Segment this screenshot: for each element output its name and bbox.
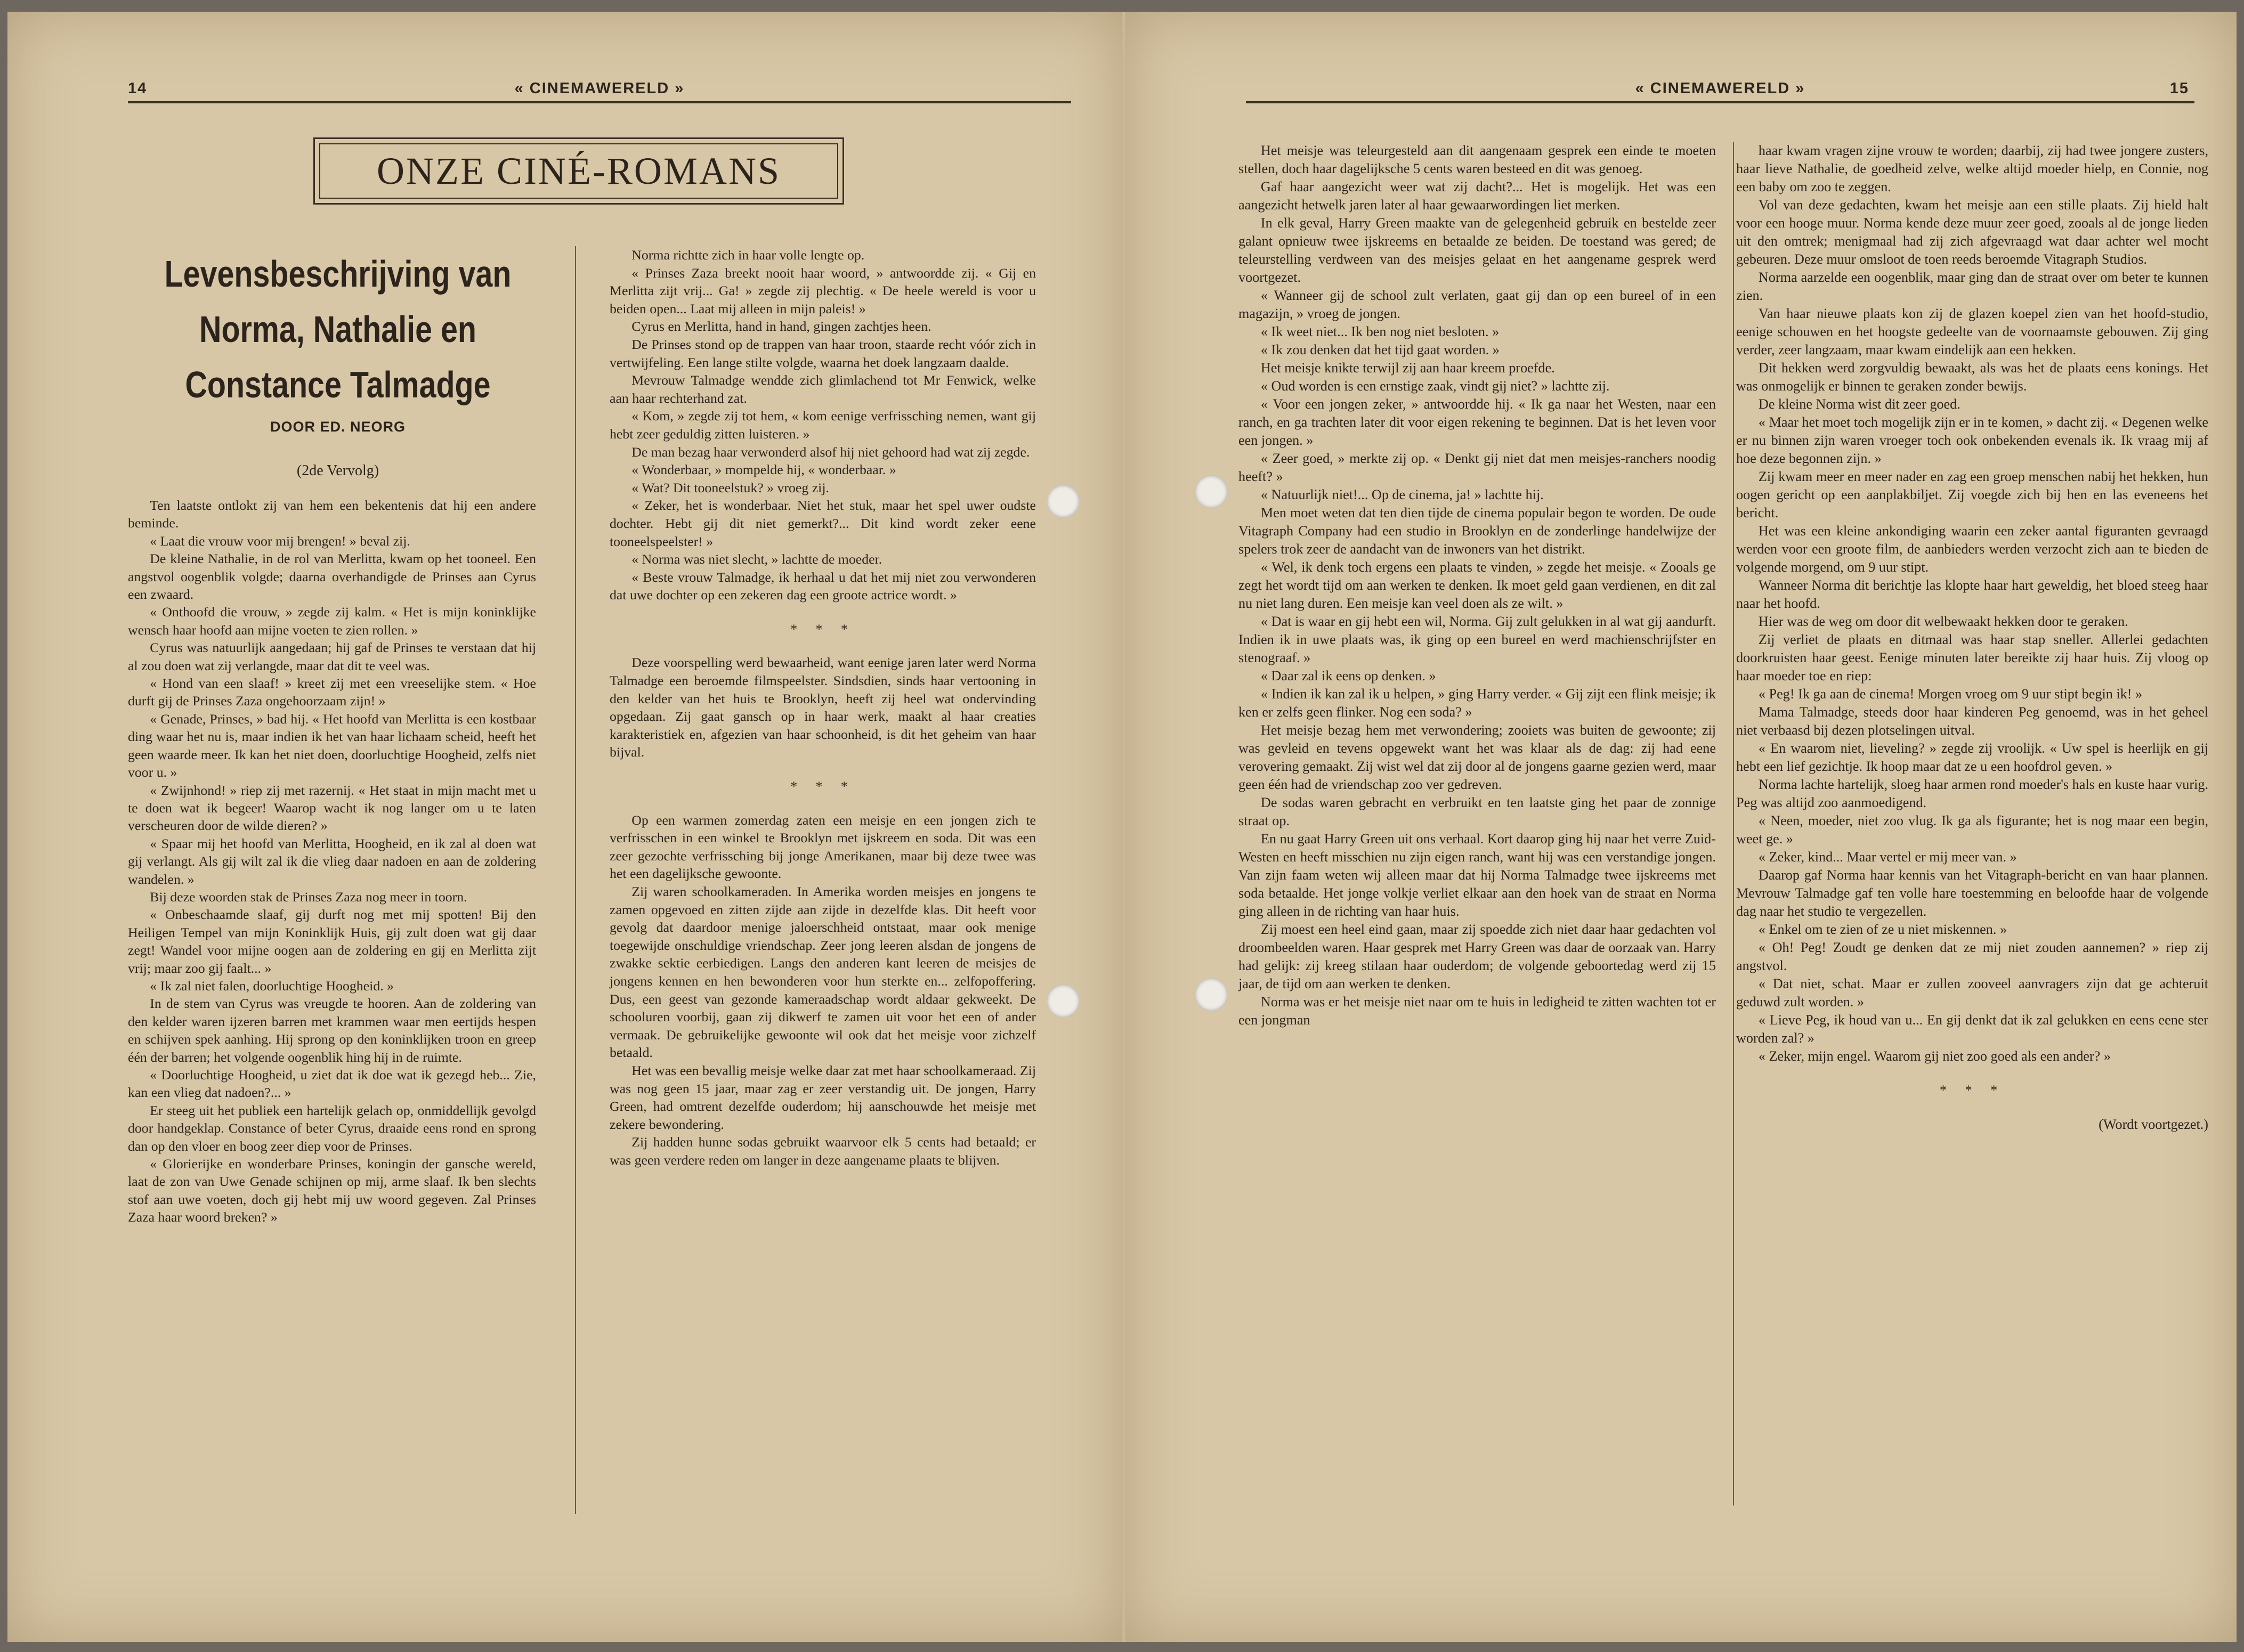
installment-label: (2de Vervolg) [296, 462, 379, 479]
story-title-line: Levensbeschrijving van [164, 253, 512, 295]
byline: DOOR ED. NEORG [270, 419, 406, 435]
paragraph: Hier was de weg om door dit welbewaakt hekken door te geraken. [1758, 614, 2128, 629]
right-column-2 [1736, 142, 2208, 1134]
paragraph: « Hond van een slaaf! » kreet zij met een vreeselijke stem. « Hoe durft gij de Prinses Zaza ongehoorzaam zijn! » [128, 676, 536, 709]
paragraph: Mevrouw Talmadge wendde zich glimlachend tot Mr Fenwick, welke aan haar rechterhand zat. [610, 372, 1036, 406]
paragraph: Daarop gaf Norma haar kennis van het Vitagraph-bericht en van haar plannen. Mevrouw Talmadge gaf ten volle hare toestemming en beloofde haar de volgende dag naar het studio te vergezellen. [1736, 867, 2208, 919]
paragraph: « Ik weet niet... Ik ben nog niet besloten. » [1260, 324, 1500, 339]
paragraph: « Zeer goed, » merkte zij op. « Denkt gij niet dat men meisjes-ranchers noodig heeft? » [1238, 451, 1716, 484]
paragraph: « Onthoofd die vrouw, » zegde zij kalm. « Het is mijn koninklijke wensch haar hoofd aan mijne voeten te zien rollen. » [128, 604, 536, 638]
paragraph: Zij waren schoolkameraden. In Amerika worden meisjes en jongens te zamen opgevoed en zitten zijde aan zijde in dezelfde klas. Dit heeft voor gevolg dat daardoor menige jaloerschheid ontstaat, maar ook menige toegewijde onschuldige vriendschap. Zeer jong leeren alsdan de jongens de zwakke sektie eerbiedigen. Langs den anderen kant leeren de meisjes de jongens kennen en hen bewonderen voor hun sterkte en... zelfopoffering. Dus, een geest van gezonde kameraadschap wordt aldaar gekweekt. De schooluren voorbij, gaan zij dikwerf te zamen uit voor het een of ander vermaak. De gebruikelijke gewoonte wil ook dat het meisje voor zichzelf betaald. [610, 884, 1036, 1061]
paragraph: Er steeg uit het publiek een hartelijk gelach op, onmiddellijk gevolgd door handgeklap. Constance of beter Cyrus, draaide eens rond en sprong dan op den vloer en boog zeer diep voor de Prinses. [128, 1102, 536, 1154]
column-divider [575, 246, 576, 1514]
masthead: « CINEMAWERELD » [514, 80, 685, 97]
paragraph: « Dat niet, schat. Maar er zullen zooveel aanvragers zijn dat ge achteruit geduwd zult worden. » [1736, 976, 2208, 1010]
page-number: 14 [128, 80, 148, 97]
paragraph: In de stem van Cyrus was vreugde te hooren. Aan de zoldering van den kelder waren ijzeren barren met krammen waar men eertijds hespen en schijven spek aanhing. Hij sprong op den koninklijken troon en greep één der barren; het volgende oogenblik hing hij in de ruimte. [128, 996, 536, 1065]
paragraph: « Doorluchtige Hoogheid, u ziet dat ik doe wat ik gezegd heb... Zie, kan een vlieg dat nadoen?... » [128, 1067, 536, 1101]
right-column-1 [1238, 142, 1716, 1029]
punch-hole [1047, 485, 1080, 518]
paragraph: haar kwam vragen zijne vrouw te worden; daarbij, zij had twee jongere zusters, haar lieve Nathalie, de goedheid zelve, welke altijd moeder hielp, en Connie, nog een baby om zoo te zeggen. [1736, 143, 2208, 194]
paragraph: Mama Talmadge, steeds door haar kinderen Peg genoemd, was in het geheel niet verbaasd bij dezen plotselingen uitval. [1736, 704, 2208, 738]
paragraph: « Maar het moet toch mogelijk zijn er in te komen, » dacht zij. « Degenen welke er nu binnen zijn waren vroeger toch ook onbekenden evenals ik. Ik vraag mij af hoe deze begonnen zijn. » [1736, 414, 2208, 466]
paragraph: Wanneer Norma dit berichtje las klopte haar hart geweldig, het bloed steeg haar naar het hoofd. [1736, 577, 2208, 611]
section-title: ONZE CINÉ-ROMANS [377, 149, 781, 192]
paragraph: Norma was er het meisje niet naar om te huis in ledigheid te zitten wachten tot er een jongman [1238, 994, 1716, 1028]
paragraph: « Wanneer gij de school zult verlaten, gaat gij dan op een bureel of in een magazijn, » vroeg de jongen. [1238, 288, 1716, 321]
paragraph: Deze voorspelling werd bewaarheid, want eenige jaren later werd Norma Talmadge een beroemde filmspeelster. Sindsdien, sinds haar vertooning in den kelder van het huis te Brooklyn, heeft zij heel wat ondervinding opgedaan. Zij gaat gansch op in haar werk, maakt al haar creaties karakteristiek en, afgezien van haar schoonheid, is dit het geheim van haar bijval. [610, 655, 1036, 760]
paragraph: « Zwijnhond! » riep zij met razernij. « Het staat in mijn macht met u te doen wat ik begeer! Waarop wacht ik nog langer om u te laten verscheuren door de wilde dieren? » [128, 782, 536, 834]
paragraph: « Peg! Ik ga aan de cinema! Morgen vroeg om 9 uur stipt begin ik! » [1758, 686, 2143, 702]
paragraph: « Zeker, het is wonderbaar. Niet het stuk, maar het spel uwer oudste dochter. Hebt gij dit niet gemerkt?... Dit kind wordt zeker eene tooneelspeelster! » [610, 498, 1036, 549]
section-separator: * * * [1939, 1083, 2005, 1098]
paragraph: De kleine Nathalie, in de rol van Merlitta, kwam op het tooneel. Een angstvol oogenblik volgde; daarna overhandigde de Prinses aan Cyrus een zwaard. [128, 551, 536, 603]
punch-hole [1195, 475, 1228, 508]
paragraph: « Indien ik kan zal ik u helpen, » ging Harry verder. « Gij zijt een flink meisje; ik ken er zelfs geen flinker. Nog een soda? » [1238, 686, 1716, 720]
paragraph: Het meisje bezag hem met verwondering; zooiets was buiten de gewoonte; zij was gevleid en tevens opgewekt want het was klaar als de dag: zij had eene verovering gemaakt. Zij wist wel dat zij door al de jongens gaarne gezien werd, maar geen één had de vriendschap zoo ver gedreven. [1238, 722, 1716, 792]
paragraph: « Daar zal ik eens op denken. » [1260, 668, 1436, 683]
left-page-header [128, 80, 1071, 103]
paragraph: « Wonderbaar, » mompelde hij, « wonderbaar. » [631, 462, 896, 478]
paragraph: « Ik zou denken dat het tijd gaat worden. » [1260, 342, 1500, 357]
paragraph: « Genade, Prinses, » bad hij. « Het hoofd van Merlitta is een kostbaar ding waar het nu is, maar indien ik het van haar lichaam scheid, heeft het geen waarde meer. Ik kan het niet doen, doorluchtige Hoogheid, zelfs niet voor u. » [128, 711, 536, 780]
section-separator: * * * [790, 621, 855, 637]
paragraph: « Onbeschaamde slaaf, gij durft nog met mij spotten! Bij den Heiligen Tempel van mijn Koninklijk Huis, gij zult doen wat gij daar zegt! Wandel voor mijne oogen aan de zoldering en gij en Merlitta zijt vrij; maar zoo gij faalt... » [128, 907, 536, 976]
paragraph: Op een warmen zomerdag zaten een meisje en een jongen zich te verfrisschen in een winkel te Brooklyn met ijskreem en soda. Dit was een zeer gezochte verfrissching bij jonge Amerikanen, maar bij deze twee was het een dagelijksche gewoonte. [610, 812, 1036, 882]
paragraph: Gaf haar aangezicht weer wat zij dacht?... Het is mogelijk. Het was een aangezicht hetwelk jaren later al haar gewaarwordingen liet merken. [1238, 179, 1716, 213]
left-column-2 [610, 246, 1036, 1169]
paragraph: Bij deze woorden stak de Prinses Zaza nog meer in toorn. [150, 889, 467, 905]
paragraph: « Natuurlijk niet!... Op de cinema, ja! » lachtte hij. [1260, 487, 1544, 502]
paragraph: « Enkel om te zien of ze u niet miskennen. » [1758, 922, 2007, 937]
to-be-continued: (Wordt voortgezet.) [2099, 1117, 2208, 1132]
paragraph: « Norma was niet slecht, » lachtte de moeder. [631, 551, 882, 567]
paragraph: In elk geval, Harry Green maakte van de gelegenheid gebruik en bestelde zeer galant opnieuw twee ijskreems en betaalde ze beiden. De toestand was gered; de teleurstelling verdween van des meisjes gelaat en het aangename gesprek werd voortgezet. [1238, 215, 1716, 285]
paragraph: De kleine Norma wist dit zeer goed. [1758, 396, 1961, 412]
paragraph: « Spaar mij het hoofd van Merlitta, Hoogheid, en ik zal al doen wat gij verlangt. Als gij wilt zal ik die vlieg daar nadoen en aan de zoldering wandelen. » [128, 835, 536, 887]
paragraph: « Zeker, mijn engel. Waarom gij niet zoo goed als een ander? » [1758, 1048, 2111, 1064]
paragraph: « Laat die vrouw voor mij brengen! » beval zij. [150, 533, 410, 549]
paragraph: Zij moest een heel eind gaan, maar zij spoedde zich niet daar haar gedachten vol droombeelden waren. Haar gesprek met Harry Green was daar de oorzaak van. Harry had gelijk: zij kreeg stilaan haar ouderdom; de volgende geboortedag werd zij 15 jaar, de tijd om aan werken te denken. [1238, 922, 1716, 991]
paragraph: « Dat is waar en gij hebt een wil, Norma. Gij zult gelukken in al wat gij aandurft. Indien ik in uwe plaats was, ik ging op een bureel en werd machienschrijfster en stenograaf. » [1238, 614, 1716, 665]
paragraph: Zij kwam meer en meer nader en zag een groep menschen nabij het hekken, hun oogen gericht op een aanplakbiljet. Zij voegde zich bij hen en las eveneens het bericht. [1736, 469, 2208, 520]
paragraph: « Ik zal niet falen, doorluchtige Hoogheid. » [150, 978, 394, 994]
paragraph: Zij hadden hunne sodas gebruikt waarvoor elk 5 cents had betaald; er was geen verdere reden om langer in deze aangename plaats te blijven. [610, 1134, 1036, 1168]
paragraph: « En waarom niet, lieveling? » zegde zij vroolijk. « Uw spel is heerlijk en gij hebt een lief gezichtje. Ik hoop maar dat ze u een hoofdrol geven. » [1736, 740, 2208, 774]
paragraph: Norma richtte zich in haar volle lengte op. [631, 247, 865, 263]
paragraph: Norma lachte hartelijk, sloeg haar armen rond moeder's hals en kuste haar vurig. Peg was altijd zoo aanmoedigend. [1736, 777, 2208, 810]
story-title [145, 246, 530, 412]
paragraph: Zij verliet de plaats en ditmaal was haar stap sneller. Allerlei gedachten doorkruisten haar geest. Eenige minuten later bereikte zij haar huis. Zij vloog op haar moeder toe en riep: [1736, 632, 2208, 683]
paragraph: « Zeker, kind... Maar vertel er mij meer van. » [1758, 849, 2017, 865]
paragraph: « Glorierijke en wonderbare Prinses, koningin der gansche wereld, laat de zon van Uwe Genade schijnen op mij, arme slaaf. Ik ben slechts stof aan uwe voeten, doch gij hebt mij uw woord gegeven. Zal Prinses Zaza haar woord breken? » [128, 1156, 536, 1225]
paragraph: En nu gaat Harry Green uit ons verhaal. Kort daarop ging hij naar het verre Zuid-Westen en heeft misschien nu zijn eigen ranch, want hij was een verstandige jongen. Van zijn faam weten wij alleen maar dat hij Norma Talmadge twee ijskreems met soda betaalde. Het jonge volkje verliet elkaar aan den hoek van de straat en Norma ging alleen in de richting van haar huis. [1238, 831, 1716, 919]
paragraph: « Oh! Peg! Zoudt ge denken dat ze mij niet zouden aannemen? » riep zij angstvol. [1736, 940, 2208, 973]
paragraph: De man bezag haar verwonderd alsof hij niet gehoord had wat zij zegde. [631, 444, 1030, 460]
right-page-header [1246, 80, 2194, 103]
paragraph: « Beste vrouw Talmadge, ik herhaal u dat het mij niet zou verwonderen dat uwe dochter op een zekeren dag een groote actrice wordt. » [610, 569, 1036, 603]
punch-hole [1195, 978, 1228, 1011]
paragraph: « Wat? Dit tooneelstuk? » vroeg zij. [631, 479, 829, 495]
paragraph: « Voor een jongen zeker, » antwoordde hij. « Ik ga naar het Westen, naar een ranch, en ga trachten later dit voor eigen rekening te beginnen. Dat is het leven voor een jongen. » [1238, 396, 1716, 448]
paragraph: Het meisje was teleurgesteld aan dit aangenaam gesprek een einde te moeten stellen, doch haar dagelijksche 5 cents waren besteed en dit was genoeg. [1238, 143, 1716, 176]
section-title-box [313, 137, 844, 205]
right-page [1125, 12, 2237, 1642]
masthead: « CINEMAWERELD » [1635, 80, 1805, 97]
paragraph: Het meisje knikte terwijl zij aan haar kreem proefde. [1260, 360, 1555, 376]
paragraph: Norma aarzelde een oogenblik, maar ging dan de straat over om beter te kunnen zien. [1736, 270, 2208, 303]
paragraph: Cyrus was natuurlijk aangedaan; hij gaf de Prinses te verstaan dat hij al zou doen wat zij verlangde, maar dat dit te veel was. [128, 640, 536, 673]
paragraph: De sodas waren gebracht en verbruikt en ten laatste ging het paar de zonnige straat op. [1238, 795, 1716, 828]
paragraph: Ten laatste ontlokt zij van hem een bekentenis dat hij een andere beminde. [128, 498, 536, 531]
column-divider [1733, 142, 1734, 1505]
section-separator: * * * [790, 778, 855, 794]
paragraph: De Prinses stond op de trappen van haar troon, staarde recht vóór zich in vertwijfeling. Een lange stilte volgde, waarna het doek langzaam daalde. [610, 336, 1036, 370]
paragraph: Van haar nieuwe plaats kon zij de glazen koepel zien van het hoofd-studio, eenige schouwen en het hoogste gedeelte van de voornaamste gebouwen. Zij ging verder, zeer langzaam, maar kwam eindelijk aan een hekken. [1736, 306, 2208, 357]
paragraph: « Wel, ik denk toch ergens een plaats te vinden, » zegde het meisje. « Zooals ge zegt het wordt tijd om aan werken te denken. Ik moet geld gaan verdienen, en dit zal nu niet lang duren. Een meisje kan veel doen als ze wilt. » [1238, 559, 1716, 611]
paragraph: Cyrus en Merlitta, hand in hand, gingen zachtjes heen. [631, 319, 931, 335]
left-page [7, 12, 1122, 1642]
paragraph: « Prinses Zaza breekt nooit haar woord, » antwoordde zij. « Gij en Merlitta zijt vrij... Ga! » zegde zij plechtig. « De heele wereld is voor u beiden open... Laat mij alleen in mijn paleis! » [610, 265, 1036, 316]
paragraph: Dit hekken werd zorgvuldig bewaakt, als was het de plaats eens konings. Het was onmogelijk er binnen te geraken zonder bewijs. [1736, 360, 2208, 394]
paragraph: Men moet weten dat ten dien tijde de cinema populair begon te worden. De oude Vitagraph Company had een studio in Brooklyn en de zonderlinge handelwijze der spelers trok zeer de aandacht van de inwoners van het distrikt. [1238, 505, 1716, 557]
left-column-1 [128, 497, 536, 1226]
paragraph: « Lieve Peg, ik houd van u... En gij denkt dat ik zal gelukken en eens eene ster worden zal? » [1736, 1012, 2208, 1046]
punch-hole [1047, 984, 1080, 1018]
paragraph: Het was een bevallig meisje welke daar zat met haar schoolkameraad. Zij was nog geen 15 jaar, maar zag er zeer verstandig uit. De jongen, Harry Green, had omtrent dezelfde ouderdom; hij aanschouwde het meisje met zekere bewondering. [610, 1062, 1036, 1132]
paragraph: « Neen, moeder, niet zoo vlug. Ik ga als figurante; het is nog maar een begin, weet ge. » [1736, 813, 2208, 847]
paragraph: « Kom, » zegde zij tot hem, « kom eenige verfrissching nemen, want gij hebt zeer geduldig zitten luisteren. » [610, 408, 1036, 442]
paragraph: Vol van deze gedachten, kwam het meisje aan een stille plaats. Zij hield halt voor een hooge muur. Norma kende deze muur zeer goed, zooals al de jonge lieden uit den omtrek; menigmaal had zij zich afgevraagd wat daar achter wel mocht gebeuren. Deze muur omsloot de toen reeds beroemde Vitagraph Studios. [1736, 197, 2208, 267]
story-title-line: Constance Talmadge [185, 364, 491, 405]
page-number: 15 [2169, 80, 2189, 97]
paragraph: « Oud worden is een ernstige zaak, vindt gij niet? » lachtte zij. [1260, 378, 1610, 394]
paragraph: Het was een kleine ankondiging waarin een zeker aantal figuranten gevraagd werden voor een groote film, de aanbieders werden verzocht zich aan te bieden de volgende morgend, om 9 uur stipt. [1736, 523, 2208, 575]
story-title-line: Norma, Nathalie en [199, 308, 476, 350]
